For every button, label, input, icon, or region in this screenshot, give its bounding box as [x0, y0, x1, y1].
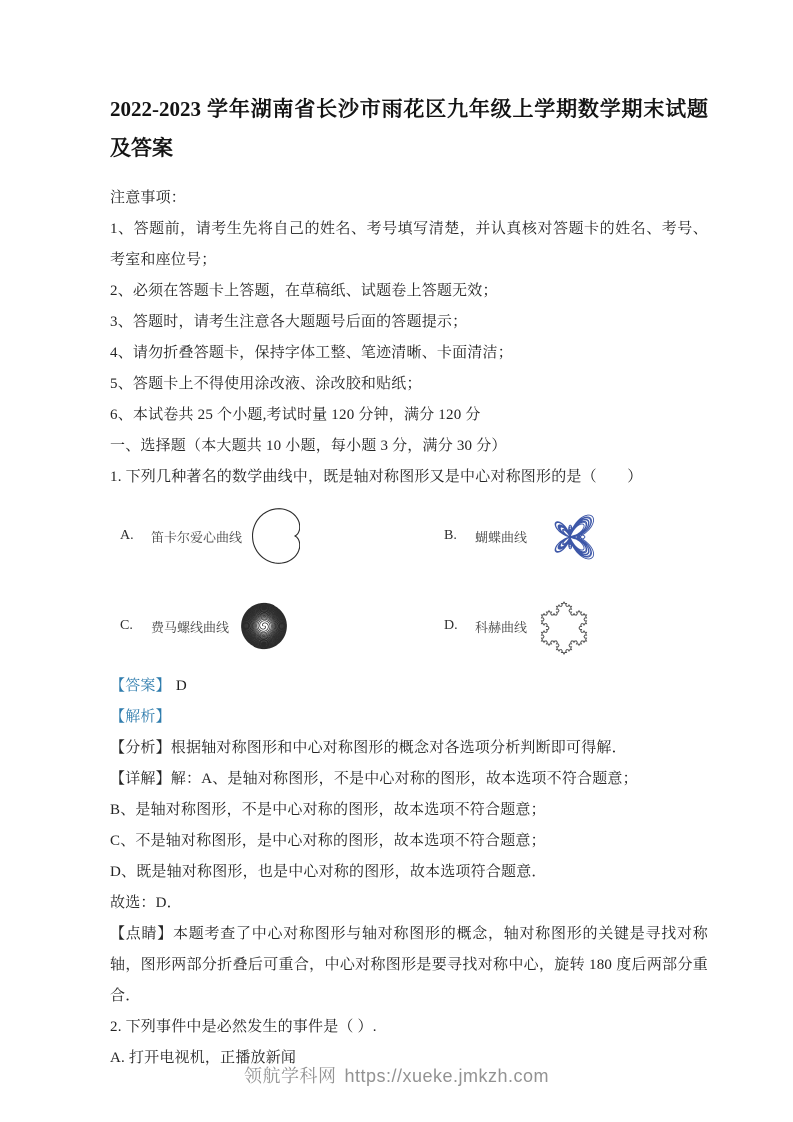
q1-detail-line-5: 故选：D．	[110, 895, 182, 911]
question-1-text: 1. 下列几种著名的数学曲线中，既是轴对称图形又是中心对称图形的是（ ）	[110, 469, 643, 485]
answer-tag: 【答案】	[110, 678, 171, 694]
fermat-spiral-curve-figure	[239, 601, 289, 651]
butterfly-curve-figure	[537, 507, 603, 565]
answer-value: D	[175, 678, 187, 694]
q1-option-a	[110, 499, 434, 573]
q1-detail-line-4: D、既是轴对称图形，也是中心对称的图形，故本选项符合题意．	[110, 864, 547, 880]
watermark-footer	[0, 1062, 793, 1088]
q1-option-c	[110, 589, 434, 663]
notice-item-6: 6、本试卷共 25 个小题,考试时量 120 分钟，满分 120 分	[110, 407, 481, 423]
option-b-label: B.	[444, 528, 457, 543]
page-title: 2022-2023 学年湖南省长沙市雨花区九年级上学期数学期末试题及答案	[110, 97, 708, 160]
option-a-label: A.	[120, 528, 134, 543]
question-2-text: 2. 下列事件中是必然发生的事件是（ ）.	[110, 1019, 377, 1035]
option-a-caption: 笛卡尔爱心曲线	[151, 529, 243, 545]
q1-detail-line-3: C、不是轴对称图形，是中心对称的图形，故本选项不符合题意；	[110, 833, 546, 849]
option-b-caption: 蝴蝶曲线	[475, 529, 528, 545]
notice-item-2: 2、必须在答题卡上答题，在草稿纸、试题卷上答题无效；	[110, 283, 498, 299]
notice-item-3: 3、答题时，请考生注意各大题题号后面的答题提示；	[110, 314, 468, 330]
q1-analysis-tag: 【解析】	[110, 709, 171, 725]
watermark-site-name: 领航学科网	[243, 1066, 337, 1086]
cardioid-heart-curve-figure	[252, 508, 300, 564]
option-d-caption: 科赫曲线	[475, 619, 528, 635]
q1-analysis-line: 【分析】根据轴对称图形和中心对称图形的概念对各选项分析判断即可得解．	[110, 740, 627, 756]
q1-answer-line	[110, 671, 708, 702]
option-c-label: C.	[120, 618, 133, 633]
q1-options-figure-grid	[110, 499, 708, 663]
notice-heading: 注意事项：	[110, 190, 187, 206]
option-d-label: D.	[444, 618, 458, 633]
section-heading: 一、选择题（本大题共 10 小题，每小题 3 分，满分 30 分）	[110, 438, 507, 454]
q1-detail-line-1: 【详解】解：A、是轴对称图形，不是中心对称的图形，故本选项不符合题意；	[110, 771, 638, 787]
q1-option-b	[434, 499, 708, 573]
watermark-url: https://xueke.jmkzh.com	[344, 1066, 550, 1086]
q1-note-line: 【点睛】本题考查了中心对称图形与轴对称图形的概念，轴对称图形的关键是寻找对称轴，图形两部分折叠后可重合，中心对称图形是要寻找对称中心，旋转 180 度后两部分重合．	[110, 926, 708, 1004]
koch-snowflake-curve-figure	[537, 596, 591, 656]
q1-option-d	[434, 589, 708, 663]
option-c-caption: 费马螺线曲线	[151, 619, 230, 635]
q2-option-a: A. 打开电视机，正播放新闻	[110, 1050, 297, 1066]
notice-item-1: 1、答题前，请考生先将自己的姓名、考号填写清楚，并认真核对答题卡的姓名、考号、考室和座位号；	[110, 221, 708, 268]
notice-item-4: 4、请勿折叠答题卡，保持字体工整、笔迹清晰、卡面清洁；	[110, 345, 513, 361]
watermark-link[interactable]	[244, 1066, 549, 1086]
notice-item-5: 5、答题卡上不得使用涂改液、涂改胶和贴纸；	[110, 376, 422, 392]
q1-detail-line-2: B、是轴对称图形，不是中心对称的图形，故本选项不符合题意；	[110, 802, 546, 818]
